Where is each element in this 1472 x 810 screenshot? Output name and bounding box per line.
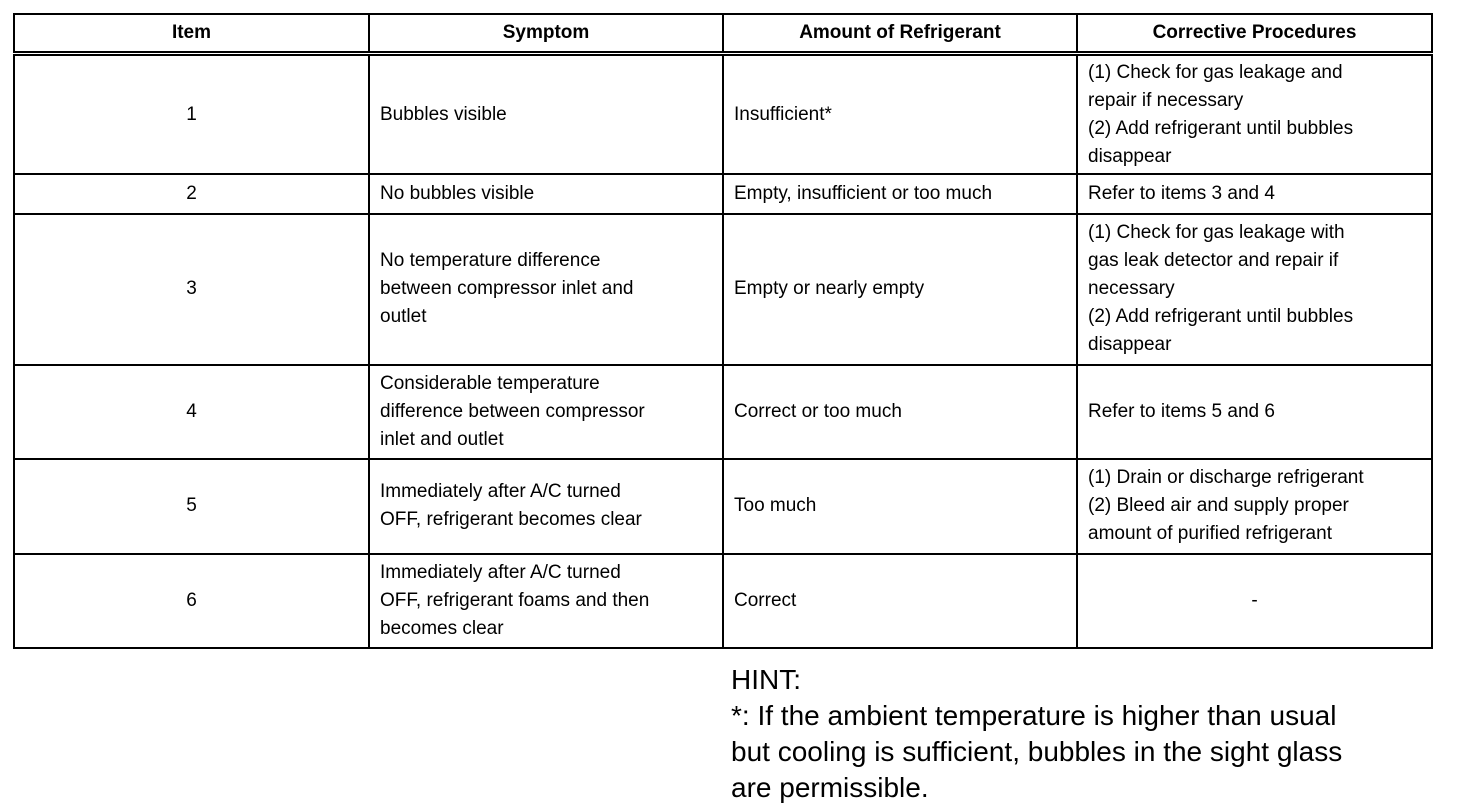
- table-row: [14, 554, 1432, 648]
- symptom-cell: [369, 54, 723, 175]
- procedure-line: (1) Drain or discharge refrigerant: [1088, 467, 1364, 489]
- procedure-line: amount of purified refrigerant: [1088, 523, 1332, 545]
- symptom-line: inlet and outlet: [380, 428, 504, 450]
- table-row: [14, 459, 1432, 553]
- procedure-line: (1) Check for gas leakage and: [1088, 61, 1343, 83]
- procedure-line: (1) Check for gas leakage with: [1088, 222, 1345, 244]
- amount-cell: [723, 365, 1077, 459]
- amount-cell: [723, 174, 1077, 214]
- symptom-line: OFF, refrigerant foams and then: [380, 589, 650, 611]
- symptom-line: difference between compressor: [380, 400, 645, 422]
- item-number: 1: [14, 54, 369, 175]
- symptom-line: Bubbles visible: [380, 103, 507, 125]
- amount-line: Empty or nearly empty: [734, 278, 925, 300]
- amount-line: Empty, insufficient or too much: [734, 183, 993, 205]
- symptom-cell: [369, 554, 723, 648]
- table-header-row: [14, 14, 1432, 54]
- item-number: 3: [14, 214, 369, 365]
- procedure-line: (2) Add refrigerant until bubbles: [1088, 306, 1354, 328]
- procedure-line: Refer to items 5 and 6: [1088, 400, 1275, 422]
- procedure-line: -: [1251, 589, 1258, 611]
- symptom-cell: [369, 365, 723, 459]
- procedures-cell: [1077, 214, 1432, 365]
- amount-cell: [723, 54, 1077, 175]
- symptom-line: becomes clear: [380, 617, 504, 639]
- symptom-line: Considerable temperature: [380, 372, 600, 394]
- header-corrective-procedures: Corrective Procedures: [1077, 14, 1432, 54]
- hint-title: HINT:: [731, 664, 801, 695]
- symptom-line: OFF, refrigerant becomes clear: [380, 509, 642, 531]
- symptom-line: No bubbles visible: [380, 183, 535, 205]
- hint-line: are permissible.: [731, 772, 929, 803]
- table-row: [14, 54, 1432, 175]
- procedure-line: (2) Bleed air and supply proper: [1088, 495, 1349, 517]
- procedures-cell: [1077, 174, 1432, 214]
- item-number: 4: [14, 365, 369, 459]
- symptom-line: Immediately after A/C turned: [380, 561, 621, 583]
- table-row: [14, 214, 1432, 365]
- amount-cell: [723, 214, 1077, 365]
- hint-line: but cooling is sufficient, bubbles in the sight glass: [731, 736, 1343, 767]
- amount-cell: [723, 554, 1077, 648]
- symptom-line: outlet: [380, 306, 427, 328]
- header-item: Item: [14, 14, 369, 54]
- procedures-cell: [1077, 365, 1432, 459]
- symptom-line: No temperature difference: [380, 250, 601, 272]
- procedure-line: disappear: [1088, 334, 1172, 356]
- symptom-line: Immediately after A/C turned: [380, 481, 621, 503]
- amount-line: Correct or too much: [734, 400, 902, 422]
- hint-line: *: If the ambient temperature is higher than usual: [731, 700, 1337, 731]
- table-row: [14, 174, 1432, 214]
- header-symptom: Symptom: [369, 14, 723, 54]
- amount-cell: [723, 459, 1077, 553]
- table-row: [14, 365, 1432, 459]
- procedure-line: repair if necessary: [1088, 89, 1244, 111]
- refrigerant-diagnosis-table: [13, 13, 1433, 649]
- item-number: 5: [14, 459, 369, 553]
- symptom-line: between compressor inlet and: [380, 278, 634, 300]
- procedures-cell: [1077, 459, 1432, 553]
- procedure-line: disappear: [1088, 145, 1172, 167]
- procedures-cell: [1077, 54, 1432, 175]
- symptom-cell: [369, 459, 723, 553]
- symptom-cell: [369, 214, 723, 365]
- procedure-line: gas leak detector and repair if: [1088, 250, 1339, 272]
- header-amount-of-refrigerant: Amount of Refrigerant: [723, 14, 1077, 54]
- item-number: 6: [14, 554, 369, 648]
- symptom-cell: [369, 174, 723, 214]
- procedure-line: (2) Add refrigerant until bubbles: [1088, 117, 1354, 139]
- procedures-cell: [1077, 554, 1432, 648]
- amount-line: Too much: [734, 495, 817, 517]
- procedure-line: Refer to items 3 and 4: [1088, 183, 1275, 205]
- amount-line: Correct: [734, 589, 797, 611]
- item-number: 2: [14, 174, 369, 214]
- hint-note: [731, 662, 1451, 806]
- amount-line: Insufficient*: [734, 103, 832, 125]
- procedure-line: necessary: [1088, 278, 1175, 300]
